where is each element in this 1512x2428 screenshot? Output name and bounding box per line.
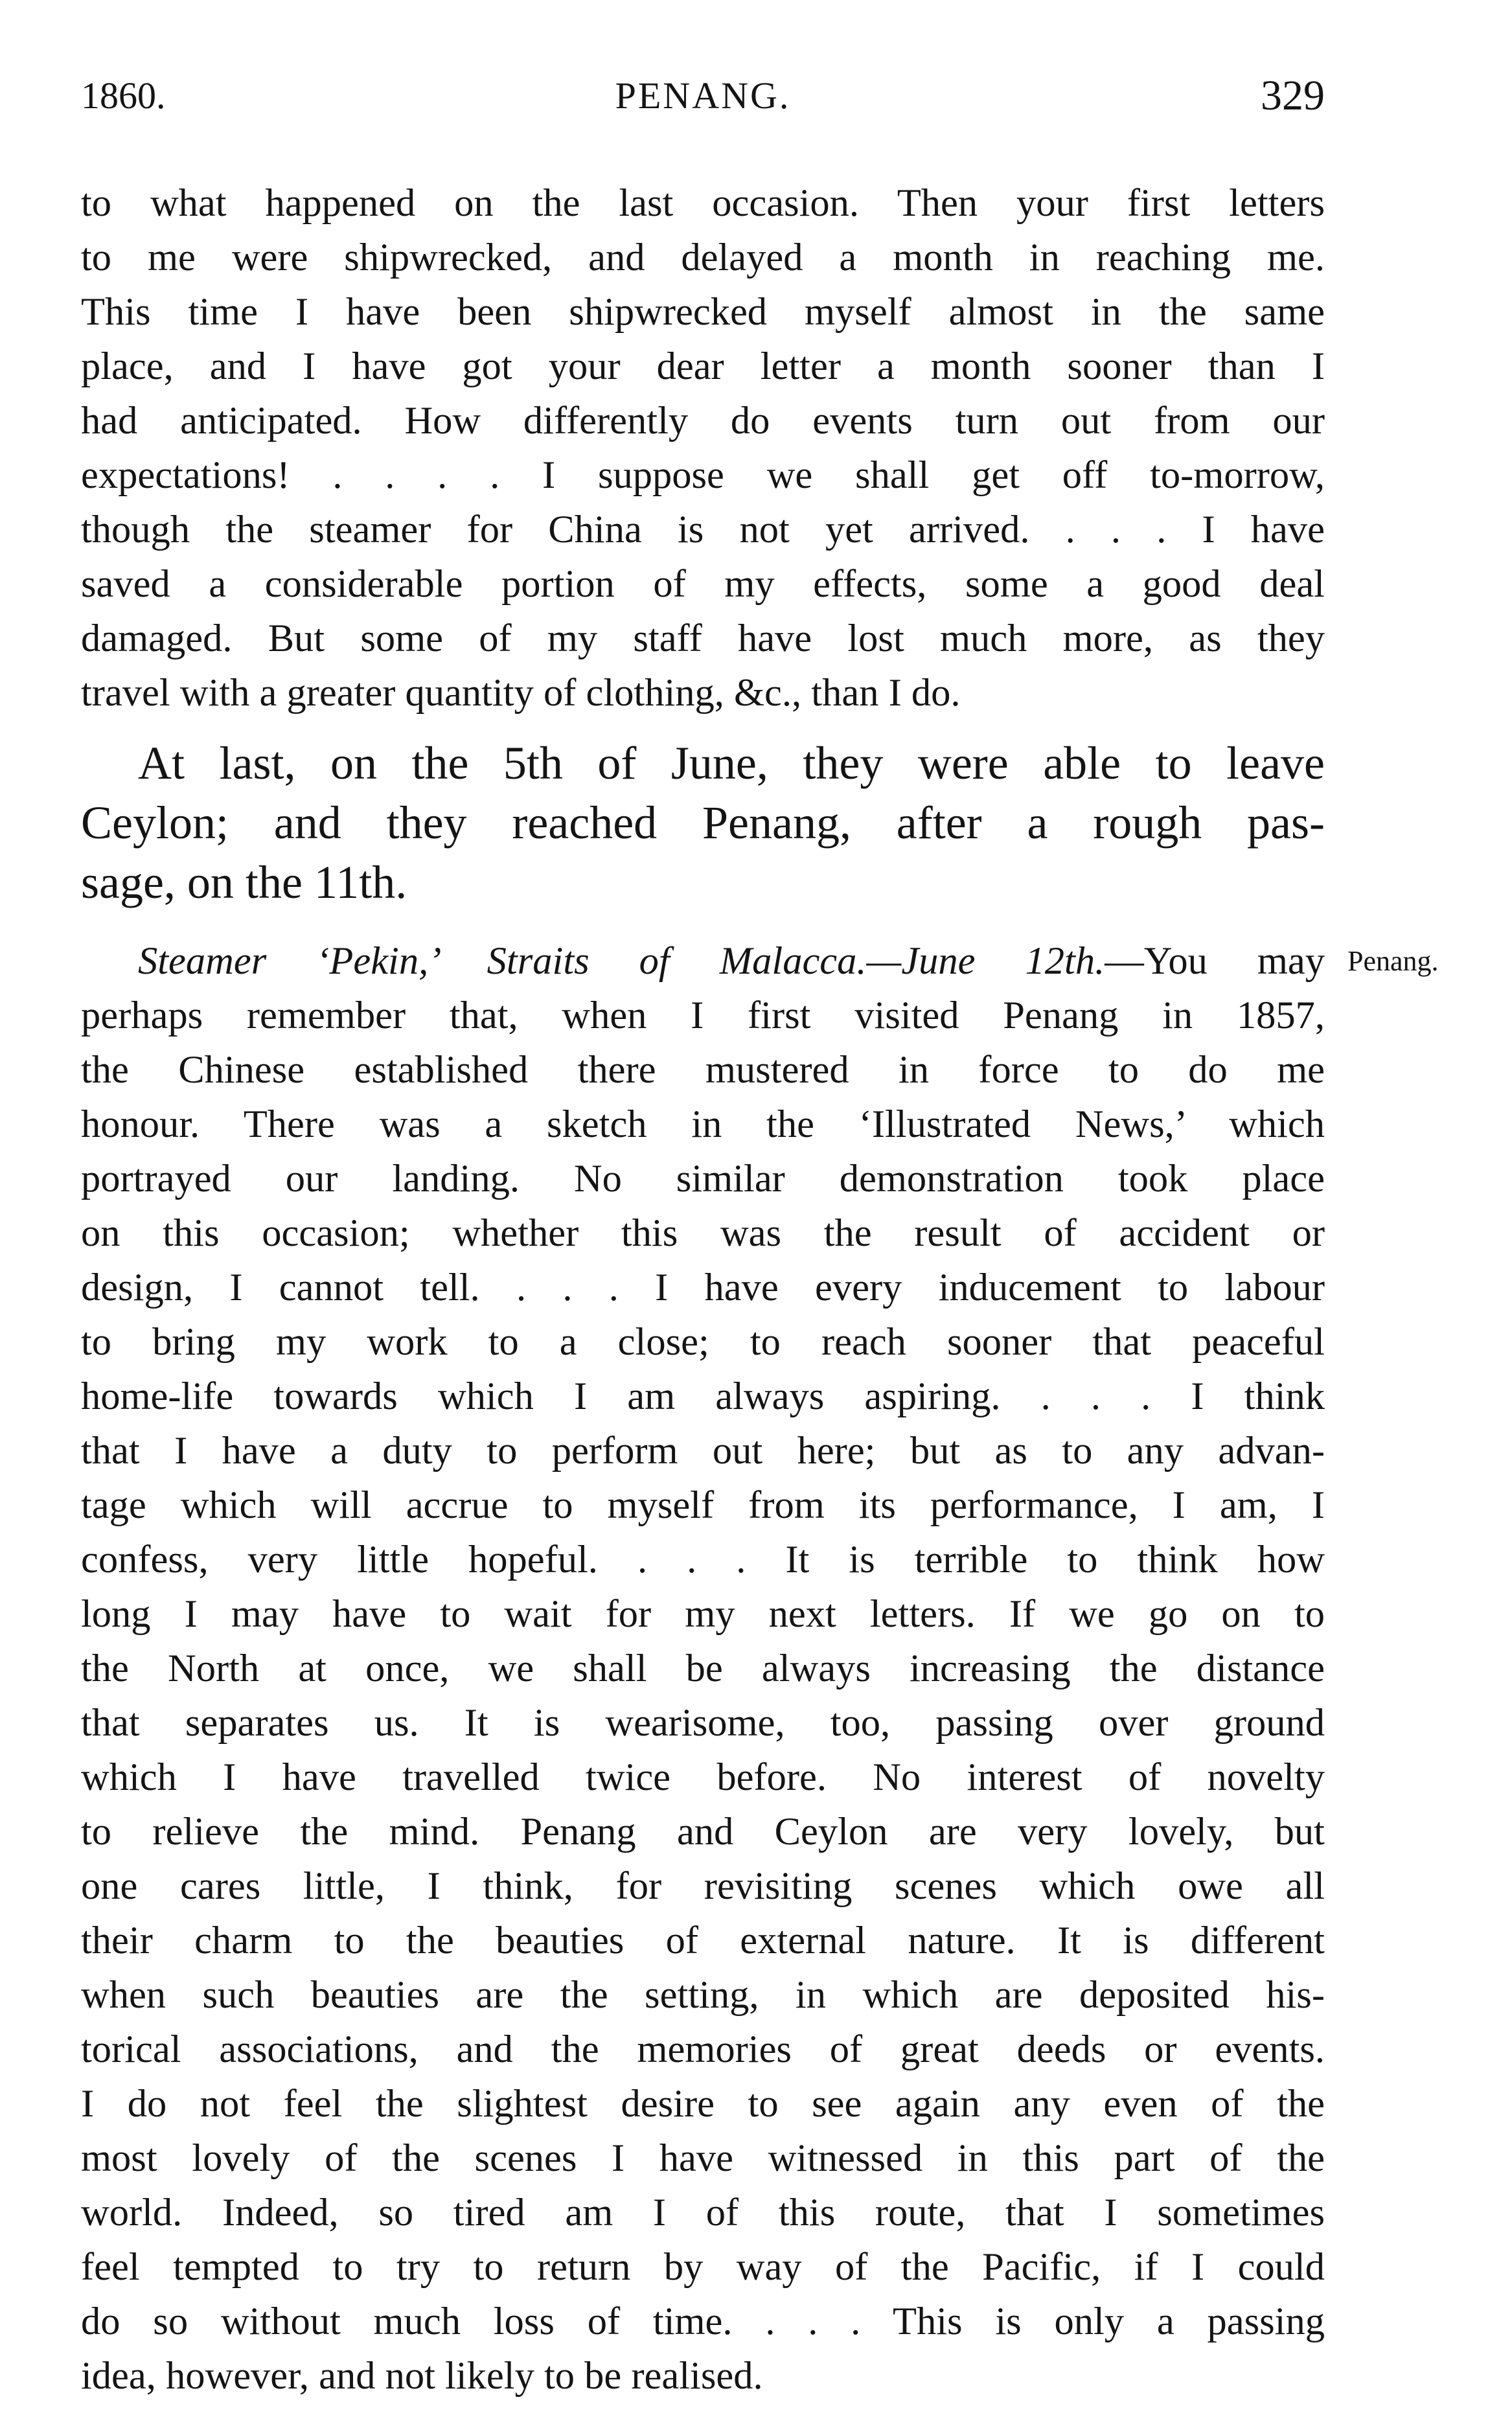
- text-line: had anticipated. How differently do events turn out from our: [81, 399, 1325, 442]
- text-line: torical associations, and the memories of great deeds or events.: [81, 2028, 1325, 2071]
- text-line: damaged. But some of my staff have lost much more, as they: [81, 617, 1325, 660]
- text-line: travel with a greater quantity of clothing, &c., than I do.: [81, 671, 961, 715]
- text-line: world. Indeed, so tired am I of this route, that I sometimes: [81, 2191, 1325, 2234]
- letter-heading-rest: —You may: [1105, 939, 1325, 983]
- margin-note: Penang.: [1347, 945, 1439, 977]
- text-line: long I may have to wait for my next letters. If we go on to: [81, 1592, 1325, 1636]
- text-line: perhaps remember that, when I first visited Penang in 1857,: [81, 994, 1325, 1037]
- page-header: [81, 70, 1325, 122]
- header-year: 1860.: [81, 74, 166, 117]
- text-line: This time I have been shipwrecked myself almost in the same: [81, 290, 1325, 334]
- running-title: PENANG.: [615, 74, 791, 117]
- text-line: Ceylon; and they reached Penang, after a rough pas-: [81, 797, 1325, 849]
- text-line: though the steamer for China is not yet arrived. . . . I have: [81, 508, 1325, 551]
- text-line: idea, however, and not likely to be realised.: [81, 2354, 763, 2398]
- text-line: honour. There was a sketch in the ‘Illustrated News,’ which: [81, 1103, 1325, 1146]
- text-line: to relieve the mind. Penang and Ceylon are very lovely, but: [81, 1810, 1325, 1853]
- text-line: At last, on the 5th of June, they were able to leave: [138, 737, 1325, 789]
- text-line: saved a considerable portion of my effects, some a good deal: [81, 562, 1325, 606]
- text-line: place, and I have got your dear letter a month sooner than I: [81, 345, 1325, 388]
- text-line: most lovely of the scenes I have witnessed in this part of the: [81, 2136, 1325, 2180]
- text-line: on this occasion; whether this was the result of accident or: [81, 1211, 1325, 1255]
- text-line: the North at once, we shall be always increasing the distance: [81, 1647, 1325, 1690]
- text-line: feel tempted to try to return by way of the Pacific, if I could: [81, 2245, 1325, 2289]
- text-line: home-life towards which I am always aspiring. . . . I think: [81, 1375, 1325, 1418]
- text-line: sage, on the 11th.: [81, 856, 407, 908]
- text-line: expectations! . . . . I suppose we shall get off to-morrow,: [81, 453, 1325, 497]
- text-line: their charm to the beauties of external nature. It is different: [81, 1919, 1325, 1962]
- text-line: to bring my work to a close; to reach sooner that peaceful: [81, 1320, 1325, 1364]
- text-line: the Chinese established there mustered in force to do me: [81, 1048, 1325, 1092]
- text-line: that I have a duty to perform out here; but as to any advan-: [81, 1429, 1325, 1472]
- letter-heading-line: [81, 934, 1325, 989]
- text-line: portrayed our landing. No similar demonstration took place: [81, 1157, 1325, 1200]
- text-line: tage which will accrue to myself from its performance, I am, I: [81, 1483, 1325, 1527]
- narrative-paragraph: [81, 733, 1325, 912]
- text-line: design, I cannot tell. . . . I have every inducement to labour: [81, 1266, 1325, 1309]
- text-line: that separates us. It is wearisome, too, passing over ground: [81, 1701, 1325, 1745]
- page-number: 329: [1261, 72, 1325, 119]
- letter-penang: [81, 934, 1325, 2403]
- text-line: to me were shipwrecked, and delayed a month in reaching me.: [81, 236, 1325, 279]
- text-line: do so without much loss of time. . . . This is only a passing: [81, 2300, 1325, 2343]
- letter-continuation: [81, 176, 1325, 720]
- text-line: which I have travelled twice before. No interest of novelty: [81, 1756, 1325, 1799]
- text-line: one cares little, I think, for revisiting scenes which owe all: [81, 1864, 1325, 1908]
- text-line: when such beauties are the setting, in which are deposited his-: [81, 1973, 1325, 2017]
- letter-heading: Steamer ‘Pekin,’ Straits of Malacca.—June 12th.: [138, 939, 1105, 983]
- text-line: I do not feel the slightest desire to see again any even of the: [81, 2082, 1325, 2125]
- text-line: confess, very little hopeful. . . . It is terrible to think how: [81, 1538, 1325, 1581]
- text-line: to what happened on the last occasion. Then your first letters: [81, 181, 1325, 225]
